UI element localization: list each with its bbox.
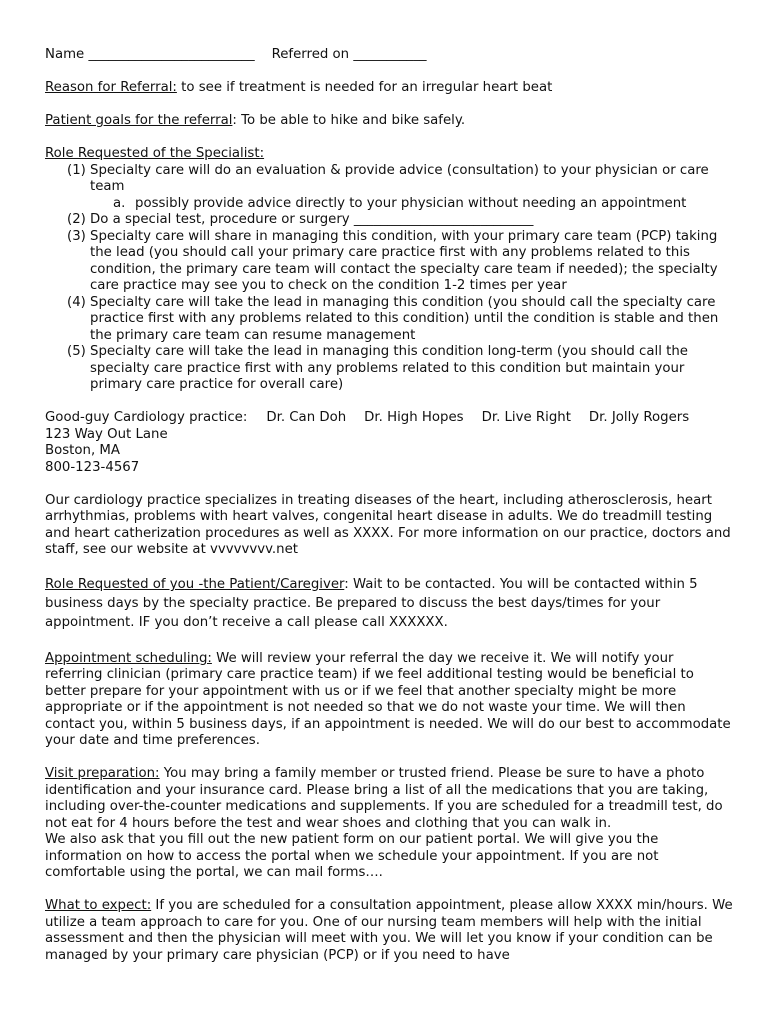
- reason-text: to see if treatment is needed for an irregular heart beat: [176, 80, 553, 95]
- role-option-4: [45, 295, 735, 345]
- reason-label: Reason for Referral:: [45, 80, 177, 95]
- role-patient-label: Role Requested of you -the Patient/Caregiver: [45, 577, 345, 592]
- doctor-name: Dr. High Hopes: [364, 410, 464, 425]
- goals-text: : To be able to hike and bike safely.: [232, 113, 466, 128]
- header-line: [45, 47, 735, 64]
- role-option-number: (3): [67, 228, 86, 244]
- role-option-number: (5): [67, 344, 86, 359]
- role-option-1a: [45, 196, 735, 213]
- visit-label: Visit preparation:: [45, 766, 160, 781]
- expect-paragraph: [45, 898, 735, 964]
- doctor-name: Dr. Can Doh: [266, 410, 347, 425]
- role-option-number: (2): [67, 212, 86, 227]
- practice-description: Our cardiology practice specializes in treating diseases of the heart, including atherosclerosis, heart arrhythmias, problems with heart valves, congenital heart disease in adults. We do treadmill testing and heart catherization procedures as well as XXXX. For more information on our practice, doctors and staff, see our website at vvvvvvvv.net: [45, 492, 731, 557]
- role-option-text: Specialty care will take the lead in managing this condition (you should call the specialty care practice first with any problems related to this condition) until the condition is stable and then the primary care team can resume management: [90, 294, 719, 343]
- role-option-number: (4): [67, 294, 86, 310]
- referral-document: [45, 47, 735, 964]
- referred-blank: ___________: [353, 47, 427, 62]
- expect-text: If you are scheduled for a consultation appointment, please allow XXXX min/hours. We utilize a team approach to care for you. One of our nursing team members will help with the initial assessment and then the physician will meet with you. We will let you know if your condition can be managed by your primary care physician (PCP) or if you need to have: [45, 898, 733, 963]
- appointment-label: Appointment scheduling:: [45, 650, 212, 666]
- role-sub-option-number: a.: [113, 195, 126, 211]
- role-option-5: [45, 344, 735, 394]
- role-option-text: Specialty care will do an evaluation & provide advice (consultation) to your physician or care team: [90, 162, 709, 194]
- reason-paragraph: [45, 80, 735, 97]
- role-patient-text: : Wait to be contacted. You will be contacted within 5 business days by the specialty practice. Be prepared to discuss the best days/times for your appointment. IF you don’t receive a call please call XXXXXX.: [45, 577, 698, 630]
- practice-address-line1: 123 Way Out Lane: [45, 426, 168, 442]
- role-option-text: Specialty care will take the lead in managing this condition long-term (you should call the specialty care practice first with any problems related to this condition but maintain your primary care practice for overall care): [90, 344, 688, 392]
- role-option-1: [45, 163, 735, 196]
- role-option-2: [45, 212, 735, 229]
- doctor-name: Dr. Live Right: [481, 410, 571, 425]
- role-option-text: Specialty care will share in managing this condition, with your primary care team (PCP) taking the lead (you should call your primary care practice first with any problems related to this condition, the primary care team will contact the specialty care team if needed); the specialty care practice may see you to check on the condition 1-2 times per year: [90, 228, 718, 293]
- expect-label: What to expect:: [45, 898, 152, 913]
- doctor-name: Dr. Jolly Rogers: [588, 410, 690, 425]
- appointment-text: We will review your referral the day we receive it. We will notify your referring clinician (primary care practice team) if we feel additional testing would be beneficial to better prepare for your appointment with us or if we feel that another specialty might be more appropriate or if the appointment is not needed so that we do not waste your time. We will then contact you, within 5 business days, if an appointment is needed. We will do our best to accommodate your date and time preferences.: [45, 650, 731, 748]
- practice-header-row: [45, 410, 735, 427]
- role-specialist-heading: [45, 146, 735, 163]
- visit-paragraph: [45, 766, 735, 832]
- role-option-number: (1): [67, 162, 86, 178]
- practice-address-line2: Boston, MA: [45, 443, 120, 458]
- name-label: Name: [45, 47, 85, 62]
- appointment-paragraph: [45, 651, 735, 750]
- goals-paragraph: [45, 113, 735, 130]
- practice-phone: 800-123-4567: [45, 459, 140, 475]
- visit-paragraph-2: We also ask that you fill out the new patient form on our patient portal. We will give you the information on how to access the portal when we schedule your appointment. If you are not comfortable using the portal, we can mail forms….: [45, 832, 659, 880]
- name-blank: _________________________: [88, 47, 255, 62]
- practice-name: Good-guy Cardiology practice:: [45, 410, 248, 425]
- role-sub-option-text: possibly provide advice directly to your physician without needing an appointment: [135, 195, 687, 211]
- role-specialist-label: Role Requested of the Specialist:: [45, 146, 265, 161]
- role-option-text: Do a special test, procedure or surgery ___________________________: [90, 212, 534, 227]
- role-option-3: [45, 229, 735, 295]
- role-patient-paragraph: [45, 575, 735, 632]
- referred-label: Referred on: [271, 47, 350, 62]
- visit-text: You may bring a family member or trusted friend. Please be sure to have a photo identification and your insurance card. Please bring a list of all the medications that you are taking, including over-the-counter medications and supplements. If you are scheduled for a treadmill test, do not eat for 4 hours before the test and wear shoes and clothing that you can walk in.: [45, 766, 723, 831]
- goals-label: Patient goals for the referral: [45, 113, 233, 128]
